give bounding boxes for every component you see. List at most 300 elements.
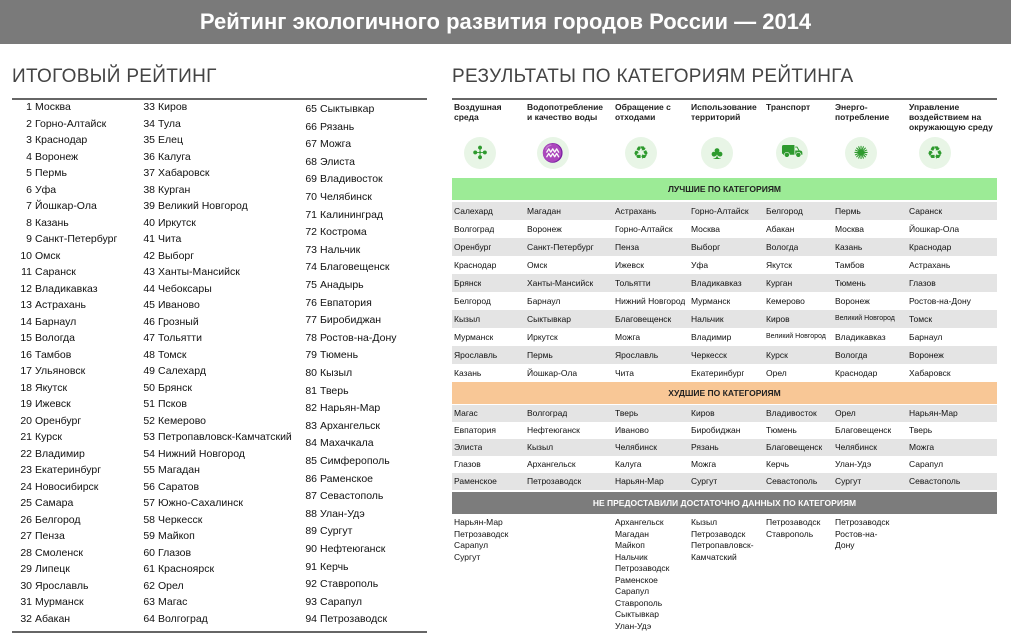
rating-rank: 43 xyxy=(143,266,155,278)
rating-rank: 34 xyxy=(143,117,155,130)
rating-rank: 44 xyxy=(143,282,155,295)
table-cell: Сургут xyxy=(691,476,718,486)
rating-rank: 93 xyxy=(305,595,317,608)
table-cell: Сыктывкар xyxy=(527,314,571,324)
rating-rank: 46 xyxy=(143,315,155,328)
rating-rank: 52 xyxy=(143,414,155,427)
rating-entry xyxy=(297,543,385,555)
rating-city: Архангельск xyxy=(320,419,381,432)
rating-rank: 80 xyxy=(305,367,317,379)
table-cell: Казань xyxy=(454,368,482,378)
rating-city: Иркутск xyxy=(158,216,196,229)
table-cell: Ханты-Мансийск xyxy=(527,278,594,288)
table-cell: Севастополь xyxy=(766,476,818,486)
rating-city: Владикавказ xyxy=(35,282,98,295)
list-item: Петрозаводск xyxy=(691,528,746,539)
rating-city: Тольятти xyxy=(158,332,202,344)
rating-rank: 38 xyxy=(143,183,155,196)
rating-entry xyxy=(135,547,191,559)
rating-entry xyxy=(135,497,243,509)
rating-city: Магас xyxy=(158,596,188,608)
table-cell: Астрахань xyxy=(615,206,657,216)
rating-rank: 62 xyxy=(143,579,155,592)
category-header: Воздушная среда xyxy=(454,102,502,122)
rating-rank: 67 xyxy=(305,138,317,151)
rating-entry xyxy=(135,266,240,278)
table-cell: Якутск xyxy=(766,260,792,270)
rating-city: Керчь xyxy=(320,560,349,573)
rating-rank: 92 xyxy=(305,578,317,591)
rating-entry xyxy=(12,448,85,460)
rating-rank: 94 xyxy=(305,613,317,626)
rating-city: Ростов-на-Дону xyxy=(320,331,397,344)
rating-rank: 2 xyxy=(26,117,32,130)
table-cell: Тверь xyxy=(615,408,639,418)
list-item: Ставрополь xyxy=(615,597,663,608)
wind-turbine-icon: ✣ xyxy=(464,137,496,169)
rating-rank: 50 xyxy=(143,381,155,394)
rating-entry xyxy=(297,490,383,502)
rating-entry xyxy=(297,561,349,573)
rating-entry xyxy=(12,217,69,229)
table-cell: Кызыл xyxy=(454,314,481,324)
rating-rank: 86 xyxy=(305,472,317,485)
rating-city: Новосибирск xyxy=(35,480,99,493)
category-header: Водопотребление и качество воды xyxy=(527,102,604,122)
rating-entry xyxy=(135,134,183,146)
table-cell: Благовещенск xyxy=(835,425,892,435)
category-header: Транспорт xyxy=(766,102,811,112)
rating-entry xyxy=(297,138,351,150)
rating-rank: 66 xyxy=(305,120,317,133)
table-cell: Раменское xyxy=(454,476,497,486)
rating-rank: 42 xyxy=(143,249,155,262)
rating-rank: 28 xyxy=(20,546,32,559)
rating-rank: 73 xyxy=(305,243,317,256)
table-cell: Пермь xyxy=(835,206,861,216)
table-cell: Петрозаводск xyxy=(527,476,582,486)
rating-rank: 23 xyxy=(20,464,32,476)
rating-rank: 78 xyxy=(305,331,317,344)
table-cell: Курган xyxy=(766,278,793,288)
rating-rank: 71 xyxy=(305,208,317,221)
rating-entry xyxy=(297,473,373,485)
rating-rank: 57 xyxy=(143,497,155,509)
rating-entry xyxy=(12,349,71,361)
rating-rank: 85 xyxy=(305,455,317,467)
table-cell: Выборг xyxy=(691,242,721,252)
rating-entry xyxy=(297,613,387,625)
rating-city: Ставрополь xyxy=(320,578,379,591)
rating-city: Томск xyxy=(158,348,187,361)
rating-rank: 75 xyxy=(305,279,317,291)
rating-entry xyxy=(297,279,364,291)
table-row xyxy=(452,456,997,473)
rating-entry xyxy=(135,481,199,493)
rating-rank: 24 xyxy=(20,480,32,493)
table-cell: Кемерово xyxy=(766,296,805,306)
rating-entry xyxy=(12,514,81,526)
rating-entry xyxy=(135,250,194,262)
rating-city: Глазов xyxy=(158,546,192,559)
rating-city: Пермь xyxy=(35,167,67,179)
rating-city: Брянск xyxy=(158,381,192,394)
page-banner: Рейтинг экологичного развития городов России — 2014 xyxy=(0,0,1011,44)
table-cell: Чита xyxy=(615,368,634,378)
rating-city: Калуга xyxy=(158,150,191,163)
rating-rank: 10 xyxy=(20,249,32,262)
rating-entry xyxy=(12,415,81,427)
table-cell: Орел xyxy=(766,368,787,378)
rating-city: Йошкар-Ола xyxy=(35,200,97,212)
rating-entry xyxy=(297,261,389,273)
rating-city: Якутск xyxy=(35,381,68,394)
rating-city: Хабаровск xyxy=(158,167,210,179)
rating-rank: 60 xyxy=(143,546,155,559)
table-cell: Калуга xyxy=(615,459,642,469)
list-item: Петрозаводск xyxy=(615,563,670,573)
rating-rank: 61 xyxy=(143,563,155,575)
table-cell: Йошкар-Ола xyxy=(527,368,578,378)
rating-city: Севастополь xyxy=(320,490,384,503)
rating-rank: 7 xyxy=(26,200,32,212)
table-cell: Киров xyxy=(691,408,715,418)
insufficient-data-band: НЕ ПРЕДОСТАВИЛИ ДОСТАТОЧНО ДАННЫХ ПО КАТЕГОРИЯМ xyxy=(452,492,997,514)
rating-rank: 18 xyxy=(20,381,32,394)
table-cell: Тольятти xyxy=(615,278,651,288)
rating-entry xyxy=(12,547,83,559)
car-icon: ⛟ xyxy=(776,137,808,169)
rating-rank: 13 xyxy=(20,299,32,311)
rating-rank: 76 xyxy=(305,296,317,309)
rating-entry xyxy=(12,250,60,262)
rating-entry xyxy=(297,156,355,168)
worst-by-category-band: ХУДШИЕ ПО КАТЕГОРИЯМ xyxy=(452,382,997,404)
list-item: Архангельск xyxy=(615,517,664,527)
rating-rank: 49 xyxy=(143,365,155,377)
table-cell: Можга xyxy=(615,332,641,342)
table-cell: Элиста xyxy=(454,442,483,452)
table-row xyxy=(452,238,997,256)
table-cell: Барнаул xyxy=(909,332,943,342)
table-cell: Иркутск xyxy=(527,332,558,342)
rating-city: Красноярск xyxy=(158,563,215,575)
rating-entry xyxy=(297,437,374,449)
rating-rank: 65 xyxy=(305,103,317,115)
table-cell: Глазов xyxy=(454,459,481,469)
rating-rank: 47 xyxy=(143,332,155,344)
rating-city: Тамбов xyxy=(35,348,72,361)
table-row xyxy=(452,473,997,490)
rating-entry xyxy=(12,316,76,328)
rating-rank: 37 xyxy=(143,167,155,179)
rating-rank: 32 xyxy=(20,612,32,625)
rating-entry xyxy=(135,233,181,245)
rating-entry xyxy=(135,365,206,377)
rating-city: Южно-Сахалинск xyxy=(158,497,243,509)
rating-city: Чебоксары xyxy=(158,282,212,295)
divider xyxy=(452,98,997,100)
rating-rank: 30 xyxy=(20,579,32,592)
rating-rank: 26 xyxy=(20,513,32,526)
list-item: Петрозаводск xyxy=(766,517,821,527)
table-cell: Магас xyxy=(454,408,478,418)
rating-city: Ижевск xyxy=(35,398,71,410)
rating-rank: 58 xyxy=(143,513,155,526)
table-row xyxy=(452,202,997,220)
rating-rank: 74 xyxy=(305,261,317,274)
table-cell: Вологда xyxy=(766,242,799,252)
rating-rank: 33 xyxy=(143,101,155,113)
rating-entry xyxy=(135,448,245,460)
rating-city: Биробиджан xyxy=(320,314,382,327)
rating-rank: 17 xyxy=(20,365,32,377)
table-cell: Владикавказ xyxy=(691,278,742,288)
table-cell: Нарьян-Мар xyxy=(909,408,958,418)
table-cell: Магадан xyxy=(527,206,561,216)
rating-city: Можга xyxy=(320,138,352,151)
table-cell: Тюмень xyxy=(835,278,866,288)
rating-city: Сургут xyxy=(320,525,353,538)
rating-city: Ханты-Мансийск xyxy=(158,266,240,278)
rating-city: Нальчик xyxy=(320,243,361,256)
table-cell: Ярославль xyxy=(454,350,498,360)
table-cell: Великий Новгород xyxy=(766,333,826,340)
rating-rank: 16 xyxy=(20,348,32,361)
rating-rank: 89 xyxy=(305,525,317,538)
table-cell: Владимир xyxy=(691,332,732,342)
table-cell: Горно-Алтайск xyxy=(615,224,673,234)
rating-rank: 27 xyxy=(20,530,32,542)
rating-entry xyxy=(12,167,67,179)
rating-city: Мурманск xyxy=(35,596,84,608)
table-cell: Воронеж xyxy=(909,350,944,360)
category-header: Обращение с отходами xyxy=(615,102,671,122)
rating-entry xyxy=(135,200,248,212)
rating-entry xyxy=(135,530,195,542)
table-cell: Киров xyxy=(766,314,790,324)
rating-city: Воронеж xyxy=(35,150,79,163)
rating-city: Москва xyxy=(35,101,71,113)
rating-entry xyxy=(297,332,397,344)
category-header: Энерго- потребление xyxy=(835,102,890,122)
rating-entry xyxy=(12,497,73,509)
list-item: Сыктывкар xyxy=(615,609,659,619)
rating-entry xyxy=(297,244,360,256)
list-item: Раменское xyxy=(615,574,658,585)
rating-city: Челябинск xyxy=(320,191,372,203)
table-row xyxy=(452,220,997,238)
rating-entry xyxy=(297,578,378,590)
table-cell: Челябинск xyxy=(615,442,657,452)
rating-city: Курск xyxy=(35,431,62,443)
rating-entry xyxy=(297,103,374,115)
table-cell: Екатеринбург xyxy=(691,368,745,378)
list-item: Магадан xyxy=(615,528,649,539)
rating-entry xyxy=(135,299,200,311)
rating-city: Владимир xyxy=(35,447,85,460)
table-cell: Орел xyxy=(835,408,856,418)
table-cell: Челябинск xyxy=(835,442,877,452)
rating-city: Элиста xyxy=(320,155,355,168)
table-cell: Благовещенск xyxy=(766,442,823,452)
rating-rank: 22 xyxy=(20,447,32,460)
table-cell: Томск xyxy=(909,314,933,324)
rating-entry xyxy=(297,191,372,203)
rating-city: Смоленск xyxy=(35,546,84,559)
rating-city: Ульяновск xyxy=(35,365,86,377)
rating-city: Барнаул xyxy=(35,315,77,328)
list-item: Камчатский xyxy=(691,551,737,562)
rating-entry xyxy=(135,167,209,179)
rating-city: Салехард xyxy=(158,365,206,377)
rating-rank: 64 xyxy=(143,612,155,625)
rating-city: Волгоград xyxy=(158,612,208,625)
rating-rank: 68 xyxy=(305,155,317,168)
table-cell: Краснодар xyxy=(454,260,497,270)
rating-entry xyxy=(135,349,187,361)
table-cell: Ижевск xyxy=(615,260,644,270)
insufficient-data-column xyxy=(766,517,820,540)
rating-rank: 63 xyxy=(143,596,155,608)
rating-city: Владивосток xyxy=(320,173,383,186)
rating-entry xyxy=(135,464,200,476)
rating-rank: 40 xyxy=(143,216,155,229)
rating-rank: 1 xyxy=(26,101,32,113)
rating-city: Кемерово xyxy=(158,414,206,427)
rating-rank: 59 xyxy=(143,530,155,542)
table-cell: Биробиджан xyxy=(691,425,741,435)
tree-icon: ♣ xyxy=(701,137,733,169)
table-row xyxy=(452,364,997,382)
rating-rank: 14 xyxy=(20,315,32,328)
rating-entry xyxy=(12,332,75,344)
rating-entry xyxy=(12,365,85,377)
rating-city: Иваново xyxy=(158,299,200,311)
table-cell: Можга xyxy=(691,459,717,469)
rating-entry xyxy=(297,226,367,238)
table-cell: Барнаул xyxy=(527,296,561,306)
rating-rank: 54 xyxy=(143,447,155,460)
rating-city: Екатеринбург xyxy=(35,464,102,476)
list-item: Петропавловск- xyxy=(691,540,754,550)
table-cell: Нефтеюганск xyxy=(527,425,580,435)
rating-city: Астрахань xyxy=(35,299,86,311)
rating-entry xyxy=(297,420,380,432)
rating-entry xyxy=(12,233,117,245)
rating-rank: 90 xyxy=(305,543,317,555)
rating-city: Петрозаводск xyxy=(320,613,388,626)
list-item: Ставрополь xyxy=(766,528,814,539)
table-row xyxy=(452,292,997,310)
rating-city: Сарапул xyxy=(320,595,363,608)
rating-entry xyxy=(12,613,70,625)
rating-rank: 72 xyxy=(305,226,317,239)
rating-city: Киров xyxy=(158,101,188,113)
recycle-icon: ♻ xyxy=(919,137,951,169)
rating-city: Нижний Новгород xyxy=(158,447,245,460)
table-cell: Омск xyxy=(527,260,548,270)
rating-city: Кострома xyxy=(320,226,367,239)
rating-entry xyxy=(12,184,56,196)
rating-city: Нефтеюганск xyxy=(320,543,386,555)
rating-entry xyxy=(297,508,365,520)
rating-rank: 70 xyxy=(305,191,317,203)
table-row xyxy=(452,422,997,439)
rating-rank: 6 xyxy=(26,183,32,196)
table-cell: Краснодар xyxy=(909,242,952,252)
rating-city: Уфа xyxy=(35,183,57,196)
table-row xyxy=(452,405,997,422)
table-cell: Москва xyxy=(835,224,865,234)
rating-entry xyxy=(12,101,71,113)
table-cell: Нарьян-Мар xyxy=(615,476,664,486)
table-cell: Кызыл xyxy=(527,442,554,452)
table-cell: Нальчик xyxy=(691,314,724,324)
rating-city: Улан-Удэ xyxy=(320,507,365,520)
rating-rank: 15 xyxy=(20,332,32,344)
rating-entry xyxy=(297,314,381,326)
table-cell: Архангельск xyxy=(527,459,576,469)
rating-city: Горно-Алтайск xyxy=(35,117,107,130)
list-item: Дону xyxy=(835,540,855,550)
rating-entry xyxy=(297,455,390,467)
rating-city: Саратов xyxy=(158,480,200,493)
table-cell: Казань xyxy=(835,242,863,252)
table-cell: Мурманск xyxy=(691,296,731,306)
rating-entry xyxy=(135,332,202,344)
rating-rank: 39 xyxy=(143,200,155,212)
rating-entry xyxy=(297,525,352,537)
rating-entry xyxy=(12,398,71,410)
rating-city: Самара xyxy=(35,497,74,509)
table-cell: Белгород xyxy=(454,296,491,306)
rating-rank: 81 xyxy=(305,384,317,397)
rating-city: Тверь xyxy=(320,384,349,397)
rating-city: Выборг xyxy=(158,249,195,262)
list-item: Майкоп xyxy=(615,540,645,550)
rating-entry xyxy=(297,349,358,361)
rating-entry xyxy=(12,481,98,493)
rating-city: Магадан xyxy=(158,464,200,476)
rating-city: Черкесск xyxy=(158,513,203,526)
table-cell: Курск xyxy=(766,350,788,360)
rating-entry xyxy=(297,402,380,414)
table-cell: Глазов xyxy=(909,278,936,288)
table-row xyxy=(452,256,997,274)
rating-rank: 79 xyxy=(305,349,317,362)
rating-entry xyxy=(12,382,67,394)
rating-entry xyxy=(12,464,101,476)
table-cell: Тверь xyxy=(909,425,933,435)
list-item: Сарапул xyxy=(454,540,489,550)
rating-city: Чита xyxy=(158,233,182,245)
table-cell: Уфа xyxy=(691,260,709,270)
insufficient-data-column xyxy=(835,517,889,552)
rating-rank: 25 xyxy=(20,497,32,509)
table-cell: Благовещенск xyxy=(615,314,672,324)
category-headers xyxy=(452,102,997,134)
rating-entry xyxy=(135,398,187,410)
rating-rank: 21 xyxy=(20,431,32,443)
divider xyxy=(12,98,427,100)
rating-city: Абакан xyxy=(35,612,71,625)
rating-rank: 5 xyxy=(26,167,32,179)
rating-city: Ярославль xyxy=(35,579,89,592)
rating-city: Кызыл xyxy=(320,367,353,379)
rating-entry xyxy=(12,283,98,295)
rating-rank: 77 xyxy=(305,314,317,327)
